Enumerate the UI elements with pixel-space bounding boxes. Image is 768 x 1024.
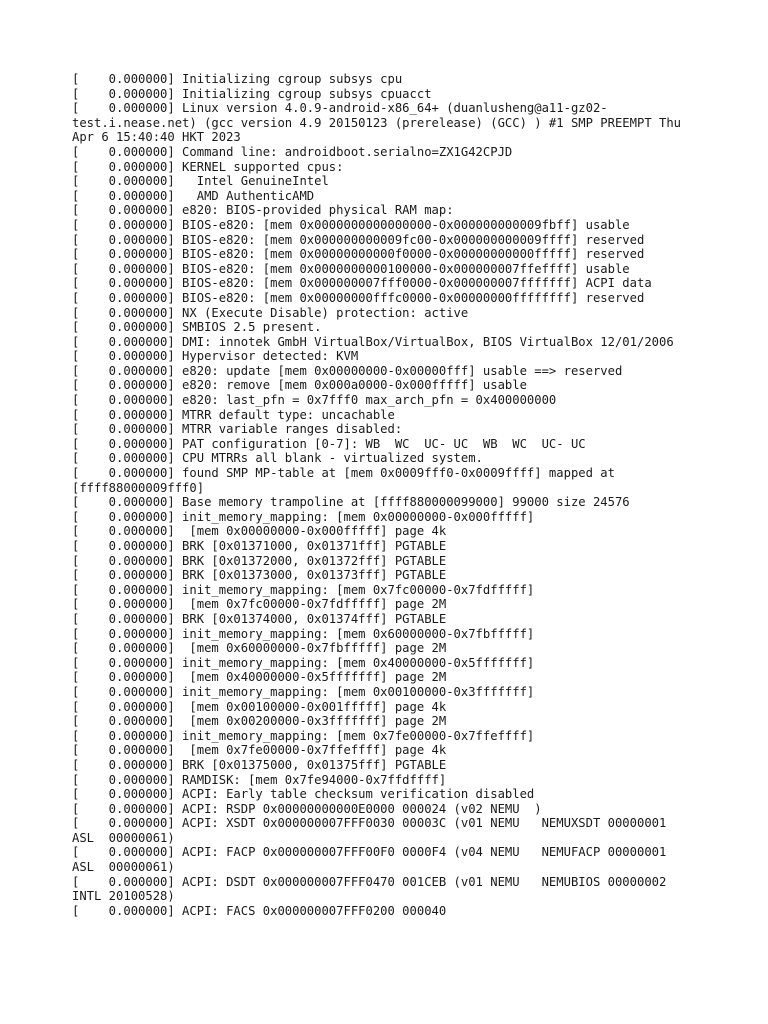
log-line: [ 0.000000] BRK [0x01375000, 0x01375fff] PGTABLE [72,757,447,772]
log-line: [ 0.000000] PAT configuration [0-7]: WB WC UC- UC WB WC UC- UC [72,436,586,451]
log-line: [ 0.000000] Base memory trampoline at [ffff880000099000] 99000 size 24576 [72,495,630,510]
log-line: [ 0.000000] BRK [0x01373000, 0x01373fff] PGTABLE [72,568,447,583]
log-line: [ 0.000000] BRK [0x01371000, 0x01371fff] PGTABLE [72,539,447,553]
log-line: [ 0.000000] e820: update [mem 0x00000000-0x00000fff] usable ==> reserved [72,363,623,378]
log-line: [ 0.000000] [mem 0x7fc00000-0x7fdfffff] page 2M [72,597,447,612]
log-line: [ 0.000000] ACPI: Early table checksum verification disabled [72,787,535,802]
log-line: [ 0.000000] Initializing cgroup subsys cpuacct [72,86,432,101]
log-line: [ 0.000000] CPU MTRRs all blank - virtualized system. [72,451,483,466]
log-line: [ 0.000000] ACPI: RSDP 0x00000000000E0000 000024 (v02 NEMU ) [72,801,542,816]
log-line: [ 0.000000] Intel GenuineIntel [72,174,329,189]
log-line: [ 0.000000] Linux version 4.0.9-android-x86_64+ (duanlusheng@a11-gz02- [72,101,608,116]
log-line: [ 0.000000] Command line: androidboot.serialno=ZX1G42CPJD [72,144,513,159]
log-line: [ 0.000000] [mem 0x40000000-0x5fffffff] page 2M [72,670,447,685]
log-line: [ 0.000000] [mem 0x60000000-0x7fbfffff] page 2M [72,641,447,656]
log-line: [ 0.000000] ACPI: XSDT 0x000000007FFF0030 00003C (v01 NEMU NEMUXSDT 00000001 [72,816,667,831]
log-line: ASL 00000061) [72,830,175,845]
log-line: [ 0.000000] init_memory_mapping: [mem 0x7fe00000-0x7ffeffff] [72,728,535,743]
log-line: [ 0.000000] e820: BIOS-provided physical RAM map: [72,203,454,218]
log-line: [ffff88000009fff0] [72,480,205,495]
log-line: [ 0.000000] SMBIOS 2.5 present. [72,320,322,335]
log-line: [ 0.000000] BIOS-e820: [mem 0x00000000000f0000-0x00000000000fffff] reserved [72,247,645,262]
log-line: [ 0.000000] MTRR default type: uncachable [72,407,395,422]
log-line: [ 0.000000] BIOS-e820: [mem 0x000000007fff0000-0x000000007fffffff] ACPI data [72,276,652,291]
log-line: [ 0.000000] [mem 0x00200000-0x3fffffff] page 2M [72,714,447,729]
log-line: [ 0.000000] NX (Execute Disable) protection: active [72,305,469,320]
log-line: [ 0.000000] found SMP MP-table at [mem 0x0009fff0-0x0009ffff] mapped at [72,466,615,481]
log-line: [ 0.000000] BRK [0x01374000, 0x01374fff] PGTABLE [72,611,447,626]
log-line: [ 0.000000] init_memory_mapping: [mem 0x00000000-0x000fffff] [72,509,535,524]
log-line: [ 0.000000] MTRR variable ranges disabled: [72,422,403,437]
log-line: [ 0.000000] Hypervisor detected: KVM [72,349,359,364]
log-line: [ 0.000000] ACPI: FACP 0x000000007FFF00F0 0000F4 (v04 NEMU NEMUFACP 00000001 [72,845,667,860]
log-line: [ 0.000000] init_memory_mapping: [mem 0x7fc00000-0x7fdfffff] [72,582,535,597]
log-line: [ 0.000000] init_memory_mapping: [mem 0x40000000-0x5fffffff] [72,655,535,670]
log-line: [ 0.000000] init_memory_mapping: [mem 0x00100000-0x3fffffff] [72,684,535,699]
log-line: test.i.nease.net) (gcc version 4.9 20150123 (prerelease) (GCC) ) #1 SMP PREEMPT Thu [72,115,682,130]
log-line: ASL 00000061) [72,860,175,875]
log-line: [ 0.000000] BRK [0x01372000, 0x01372fff] PGTABLE [72,553,447,568]
log-line: [ 0.000000] ACPI: DSDT 0x000000007FFF0470 001CEB (v01 NEMU NEMUBIOS 00000002 [72,874,667,889]
log-line: [ 0.000000] [mem 0x00100000-0x001fffff] page 4k [72,699,447,714]
log-line: [ 0.000000] init_memory_mapping: [mem 0x60000000-0x7fbfffff] [72,626,535,641]
log-line: [ 0.000000] [mem 0x00000000-0x000fffff] page 4k [72,524,447,539]
log-line: [ 0.000000] AMD AuthenticAMD [72,188,315,203]
log-line: [ 0.000000] [mem 0x7fe00000-0x7ffeffff] page 4k [72,743,447,758]
log-line: [ 0.000000] e820: last_pfn = 0x7fff0 max_arch_pfn = 0x400000000 [72,393,557,408]
log-line: Apr 6 15:40:40 HKT 2023 [72,130,241,145]
log-line: INTL 20100528) [72,889,175,904]
log-line: [ 0.000000] BIOS-e820: [mem 0x00000000fffc0000-0x00000000ffffffff] reserved [72,290,645,305]
log-line: [ 0.000000] BIOS-e820: [mem 0x0000000000100000-0x000000007ffeffff] usable [72,261,630,276]
log-line: [ 0.000000] Initializing cgroup subsys cpu [72,72,403,86]
kernel-log-text [72,72,712,918]
log-line: [ 0.000000] RAMDISK: [mem 0x7fe94000-0x7ffdffff] [72,772,447,787]
log-line: [ 0.000000] BIOS-e820: [mem 0x000000000009fc00-0x000000000009ffff] reserved [72,232,645,247]
log-line: [ 0.000000] ACPI: FACS 0x000000007FFF0200 000040 [72,903,447,918]
log-line: [ 0.000000] KERNEL supported cpus: [72,159,344,174]
log-line: [ 0.000000] e820: remove [mem 0x000a0000-0x000fffff] usable [72,378,527,393]
log-line: [ 0.000000] BIOS-e820: [mem 0x0000000000000000-0x000000000009fbff] usable [72,217,630,232]
log-line: [ 0.000000] DMI: innotek GmbH VirtualBox/VirtualBox, BIOS VirtualBox 12/01/2006 [72,334,674,349]
